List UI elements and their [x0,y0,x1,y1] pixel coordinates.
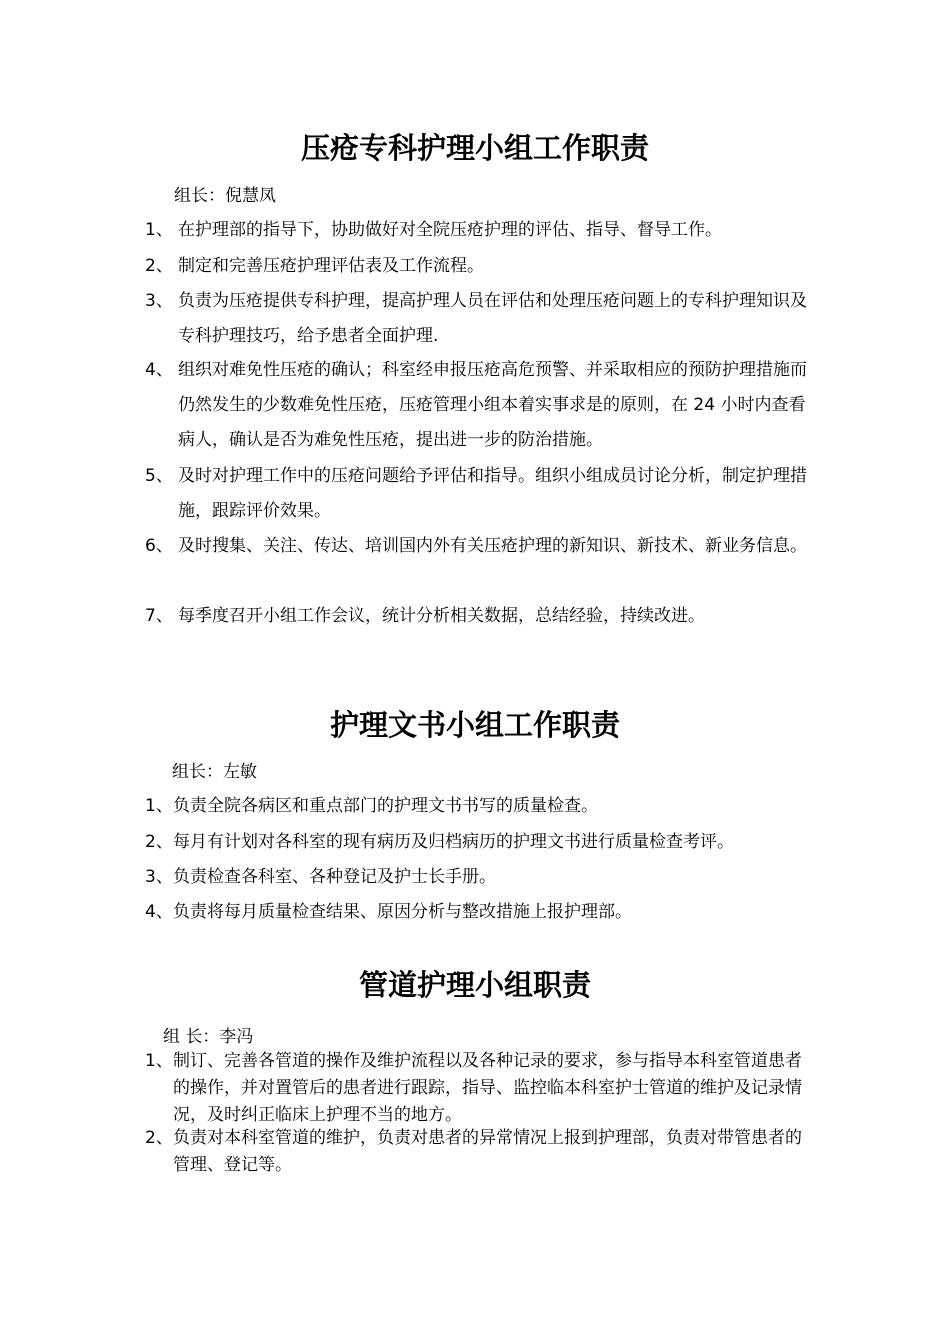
item-text: 组织对难免性压疮的确认；科室经申报压疮高危预警、并采取相应的预防护理措施而仍然发生的少数难免性压疮，压疮管理小组本着实事求是的原则，在 24 小时内查看病人，确认是否为难免性压疮，提出进一步的防治措施。 [178,360,807,450]
item-text: 制定和完善压疮护理评估表及工作流程。 [178,256,484,276]
list-item [145,1125,813,1179]
group-leader: 组长：倪慧凤 [174,186,276,206]
list-item [145,860,815,895]
item-number: 2、 [145,1128,173,1148]
section-title: 管道护理小组职责 [358,968,591,1002]
item-text: 在护理部的指导下，协助做好对全院压疮护理的评估、指导、督导工作。 [178,220,722,240]
section-title: 护理文书小组工作职责 [329,708,620,742]
item-number: 3、 [145,291,173,311]
item-number: 5、 [145,466,173,486]
item-text: 及时搜集、关注、传达、培训国内外有关压疮护理的新知识、新技术、新业务信息。 [178,536,807,556]
item-text: 制订、完善各管道的操作及维护流程以及各种记录的要求，参与指导本科室管道患者的操作，并对置管后的患者进行跟踪，指导、监控临本科室护士管道的维护及记录情况，及时纠正临床上护理不当的地方。 [173,1051,802,1125]
item-text: 负责对本科室管道的维护，负责对患者的异常情况上报到护理部，负责对带管患者的管理、登记等。 [173,1128,802,1175]
item-number: 1、 [145,1051,173,1071]
item-text: 每月有计划对各科室的现有病历及归档病历的护理文书进行质量检查考评。 [173,832,734,852]
item-text: 每季度召开小组工作会议，统计分析相关数据，总结经验，持续改进。 [178,606,705,626]
list-item [145,249,813,284]
list-item [145,599,813,634]
item-text: 负责将每月质量检查结果、原因分析与整改措施上报护理部。 [173,902,632,922]
list-item [145,459,813,529]
item-text: 负责为压疮提供专科护理，提高护理人员在评估和处理压疮问题上的专科护理知识及专科护理技巧，给予患者全面护理. [178,291,807,346]
item-text: 负责检查各科室、各种登记及护士长手册。 [173,867,496,887]
item-number: 2、 [145,832,173,852]
group-leader: 组 长：李冯 [163,1027,254,1047]
item-number: 7、 [145,606,173,626]
item-number: 3、 [145,867,173,887]
item-text: 负责全院各病区和重点部门的护理文书书写的质量检查。 [173,796,598,816]
list-item [145,789,815,824]
item-number: 4、 [145,902,173,922]
item-number: 6、 [145,536,173,556]
list-item [145,529,813,564]
group-leader: 组长：左敏 [172,762,257,782]
list-item [145,353,813,458]
item-number: 1、 [145,796,173,816]
item-number: 2、 [145,256,173,276]
item-number: 4、 [145,360,173,380]
list-item [145,895,815,930]
list-item [145,284,813,354]
section-title: 压疮专科护理小组工作职责 [300,131,649,165]
list-item [145,1048,813,1129]
list-item [145,213,813,248]
list-item [145,825,815,860]
item-text: 及时对护理工作中的压疮问题给予评估和指导。组织小组成员讨论分析，制定护理措施，跟踪评价效果。 [178,466,807,521]
item-number: 1、 [145,220,173,240]
